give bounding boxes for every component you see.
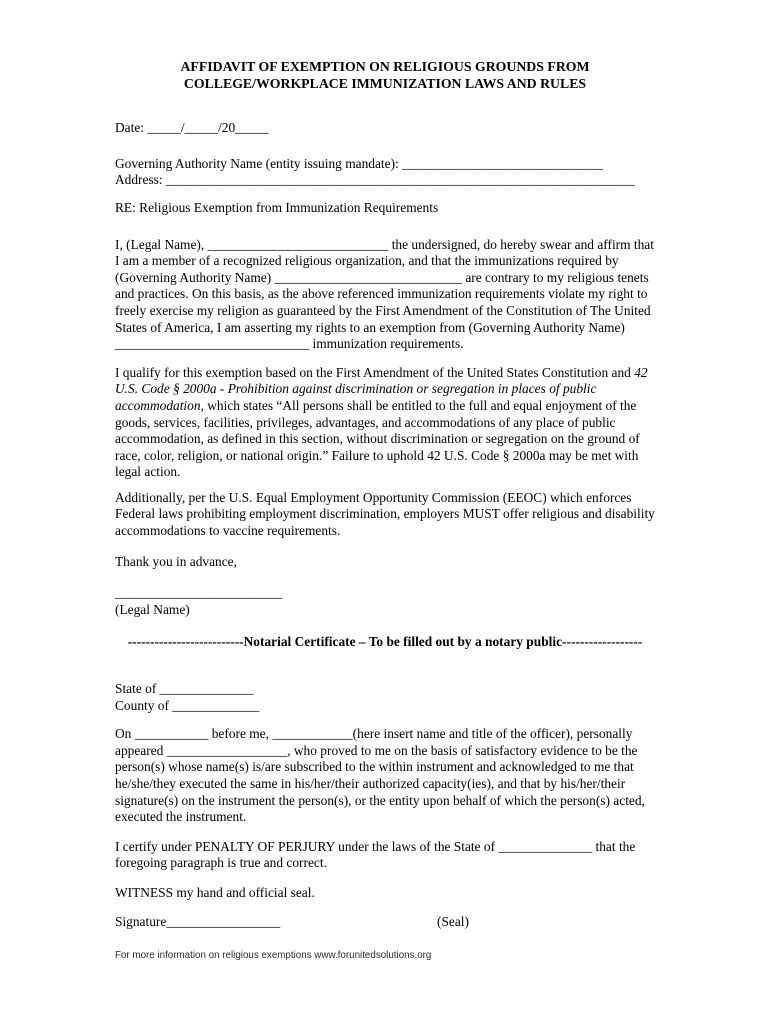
perjury-state-blank[interactable]: ______________ <box>498 838 593 854</box>
perjury-paragraph <box>115 839 655 872</box>
footer-note: For more information on religious exemptions www.forunitedsolutions.org <box>115 950 432 962</box>
perjury-text-2: that the foregoing paragraph is true and correct. <box>115 838 636 871</box>
legal-name-signature-line[interactable]: _________________________ <box>115 585 283 601</box>
closing-line: Thank you in advance, <box>115 553 237 569</box>
date-line <box>115 120 655 137</box>
signature-line <box>115 914 655 931</box>
address-blank[interactable]: ______________________________________________________________________ <box>165 172 635 188</box>
affirmation-text-1: I, (Legal Name), <box>115 236 208 252</box>
affirmation-text-2: the undersigned, do hereby swear and affirm that I am a member of a recognized religious organization, and that the immunizations required by (Governing Authority Name) <box>115 236 654 285</box>
acknowledgment-date-blank[interactable]: ___________ <box>134 726 209 742</box>
page-title <box>115 59 655 92</box>
affirmation-text-3: are contrary to my religious tenets and practices. On this basis, as the above referenced immunization requirements violate my right to freely exercise my religion as guaranteed by the First Amendment of the Constitution of The United States of America, I am asserting my rights to an exemption from (Governing Authority Name) <box>115 269 651 335</box>
page-title-line2: COLLEGE/WORKPLACE IMMUNIZATION LAWS AND RULES <box>183 75 587 91</box>
qualification-text-pre: I qualify for this exemption based on the First Amendment of the United States Constitution and <box>115 364 635 380</box>
page-title-line1: AFFIDAVIT OF EXEMPTION ON RELIGIOUS GROUNDS FROM <box>180 59 590 74</box>
address-line <box>115 172 655 189</box>
state-of-label: State of <box>115 681 160 697</box>
address-label: Address: <box>115 172 166 188</box>
county-of-line <box>115 698 655 715</box>
acknowledgment-text-4: , who proved to me on the basis of satisfactory evidence to be the person(s) whose name(s) is/are subscribed to the within instrument and acknowledged to me that he/she/they executed the same in his/her/their authorized capacity(ies), and that by his/her/their signature(s) on the instrument the person(s), or the entity upon behalf of which the person(s) acted, executed the instrument. <box>115 742 645 825</box>
legal-name-caption: (Legal Name) <box>115 601 190 617</box>
signature-blank[interactable]: _________________ <box>166 913 281 929</box>
date-label: Date: <box>115 120 148 136</box>
notarial-certificate-heading: --------------------------Notarial Certificate – To be filled out by a notary public------------------ <box>127 634 643 650</box>
legal-name-fill-blank[interactable]: ___________________________ <box>207 236 389 252</box>
eeoc-paragraph: Additionally, per the U.S. Equal Employment Opportunity Commission (EEOC) which enforces Federal laws prohibiting employment discrimination, employers MUST offer religious and disability accommodations to vaccine requirements. <box>115 489 655 539</box>
county-of-label: County of <box>115 697 173 713</box>
re-subject-line: RE: Religious Exemption from Immunization Requirements <box>115 199 439 215</box>
authority-fill-blank[interactable]: ____________________________ <box>274 269 463 285</box>
affirmation-paragraph <box>115 237 655 353</box>
appeared-name-blank[interactable]: __________________ <box>166 742 288 758</box>
state-of-blank[interactable]: ______________ <box>159 681 254 697</box>
acknowledgment-text-3: (here insert name and title of the officer), personally appeared <box>115 726 633 758</box>
qualification-text-post: , which states “All persons shall be entitled to the full and equal enjoyment of the goods, services, facilities, privileges, advantages, and accommodations of any place of public accommodation, as defined in this section, without discrimination or segregation on the ground of race, color, religion, or national origin.” Failure to uphold 42 U.S. Code § 2000a may be met with legal action. <box>115 397 640 480</box>
acknowledgment-text-2: before me, <box>208 726 273 742</box>
qualification-paragraph <box>115 365 655 481</box>
seal-label: (Seal) <box>437 913 469 929</box>
affirmation-text-4: immunization requirements. <box>309 336 464 352</box>
witness-line: WITNESS my hand and official seal. <box>115 884 315 900</box>
date-blank[interactable]: _____/_____/20_____ <box>147 120 269 136</box>
governing-authority-blank[interactable]: ______________________________ <box>402 155 603 171</box>
legal-citation-italic: 42 U.S. Code § 2000a - Prohibition against discrimination or segregation in places of public accommodation <box>115 364 648 413</box>
county-of-blank[interactable]: _____________ <box>172 697 260 713</box>
signature-label: Signature <box>115 913 167 929</box>
governing-authority-label: Governing Authority Name (entity issuing mandate): <box>115 155 403 171</box>
state-of-line <box>115 681 655 698</box>
perjury-text-1: I certify under PENALTY OF PERJURY under the laws of the State of <box>115 838 499 854</box>
governing-authority-line <box>115 156 655 173</box>
acknowledgment-text-1: On <box>115 726 135 742</box>
authority-fill-blank-2[interactable]: _____________________________ <box>115 336 310 352</box>
legal-name-signature-blank <box>115 585 655 602</box>
officer-name-blank[interactable]: ____________ <box>272 726 353 742</box>
acknowledgment-paragraph <box>115 726 655 826</box>
